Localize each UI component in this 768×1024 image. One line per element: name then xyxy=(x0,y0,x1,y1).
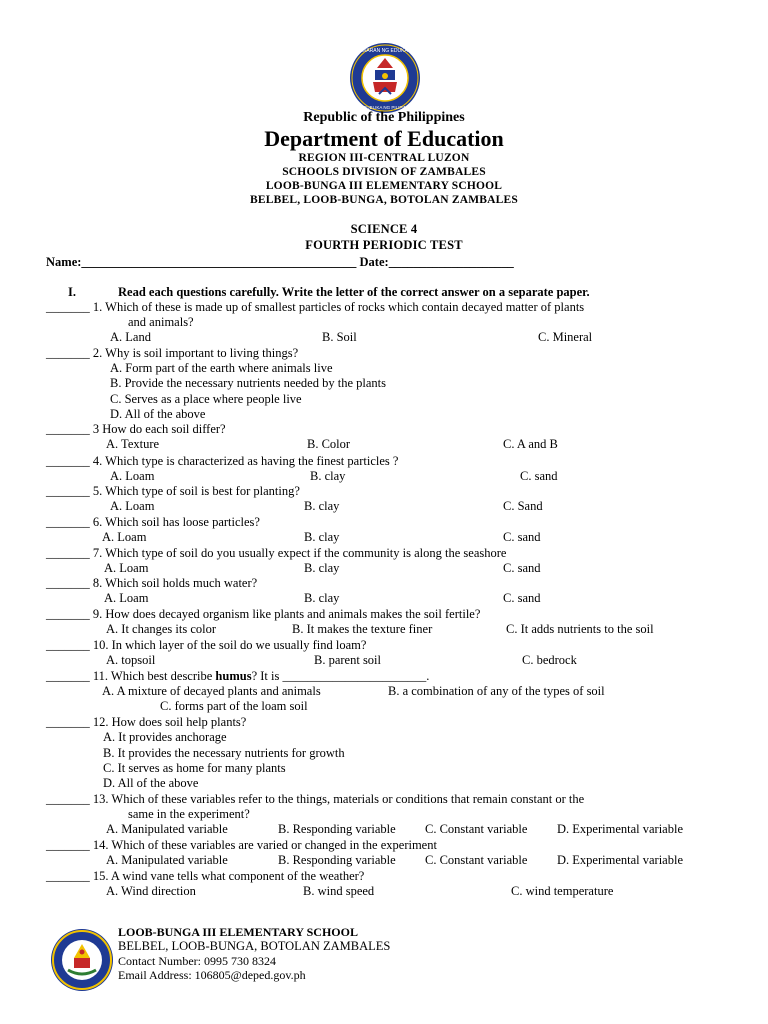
section-number: I. xyxy=(68,285,76,299)
deped-seal xyxy=(349,42,421,114)
question-11 xyxy=(46,669,429,684)
question-text: 9. How does decayed organism like plants and animals makes the soil fertile? xyxy=(92,607,481,621)
q14-option-d: D. Experimental variable xyxy=(557,853,683,867)
answer-blank: _______ xyxy=(46,715,90,729)
answer-blank: _______ xyxy=(46,484,90,498)
footer-email: Email Address: 106805@deped.gov.ph xyxy=(118,968,306,982)
answer-blank: _______ xyxy=(46,576,90,590)
answer-blank: _______ xyxy=(46,546,90,560)
q3-option-b: B. Color xyxy=(307,437,351,451)
answer-blank: _______ xyxy=(46,515,90,529)
question-9 xyxy=(46,607,480,622)
footer-school: LOOB-BUNGA III ELEMENTARY SCHOOL xyxy=(118,925,358,939)
q7-option-c: C. sand xyxy=(503,561,541,575)
q1-option-b: B. Soil xyxy=(322,330,357,344)
q5-option-b: B. clay xyxy=(304,499,340,513)
question-text: 4. Which type is characterized as having the finest particles ? xyxy=(92,454,399,468)
answer-blank: _______ xyxy=(46,346,90,360)
q13-option-a: A. Manipulated variable xyxy=(106,822,228,836)
q14-option-a: A. Manipulated variable xyxy=(106,853,228,867)
question-14 xyxy=(46,838,437,853)
q14-option-c: C. Constant variable xyxy=(425,853,528,867)
name-label: Name: xyxy=(46,255,82,269)
q2-option-d: D. All of the above xyxy=(110,407,206,421)
answer-blank: _______ xyxy=(46,607,90,621)
answer-blank: _______ xyxy=(46,838,90,852)
q6-option-b: B. clay xyxy=(304,530,340,544)
question-1-cont: and animals? xyxy=(128,315,194,329)
question-7 xyxy=(46,546,506,561)
q8-option-b: B. clay xyxy=(304,591,340,605)
republic-text: Republic of the Philippines xyxy=(303,110,465,125)
name-blank: ____________________________________________ xyxy=(81,255,357,269)
answer-blank: _______ xyxy=(46,638,90,652)
division-text: SCHOOLS DIVISION OF ZAMBALES xyxy=(282,166,486,178)
answer-blank: _______ xyxy=(46,669,90,683)
question-1 xyxy=(46,300,584,315)
q1-option-c: C. Mineral xyxy=(538,330,593,344)
footer-contact: Contact Number: 0995 730 8324 xyxy=(118,954,276,968)
q10-option-a: A. topsoil xyxy=(106,653,156,667)
q8-option-c: C. sand xyxy=(503,591,541,605)
q12-option-d: D. All of the above xyxy=(103,776,199,790)
q4-option-b: B. clay xyxy=(310,469,346,483)
q7-option-a: A. Loam xyxy=(104,561,149,575)
q6-option-a: A. Loam xyxy=(102,530,147,544)
question-text: 5. Which type of soil is best for planting? xyxy=(92,484,300,498)
answer-blank: _______ xyxy=(46,422,90,436)
q1-option-a: A. Land xyxy=(110,330,151,344)
question-10 xyxy=(46,638,366,653)
question-text: 13. Which of these variables refer to the things, materials or conditions that remain constant or the xyxy=(92,792,585,806)
q14-option-b: B. Responding variable xyxy=(278,853,396,867)
question-text: 3 How do each soil differ? xyxy=(92,422,226,436)
q4-option-a: A. Loam xyxy=(110,469,155,483)
q8-option-a: A. Loam xyxy=(104,591,149,605)
address-text: BELBEL, LOOB-BUNGA, BOTOLAN ZAMBALES xyxy=(249,194,519,206)
q11-option-c: C. forms part of the loam soil xyxy=(160,699,308,713)
q13-option-d: D. Experimental variable xyxy=(557,822,683,836)
question-5 xyxy=(46,484,300,499)
q15-option-c: C. wind temperature xyxy=(511,884,614,898)
question-13 xyxy=(46,792,584,807)
q11-option-a: A. A mixture of decayed plants and animals xyxy=(102,684,321,698)
question-text: 15. A wind vane tells what component of the weather? xyxy=(92,869,365,883)
q3-option-c: C. A and B xyxy=(503,437,558,451)
question-text: 6. Which soil has loose particles? xyxy=(92,515,260,529)
q7-option-b: B. clay xyxy=(304,561,340,575)
school-text: LOOB-BUNGA III ELEMENTARY SCHOOL xyxy=(265,180,503,192)
q9-option-b: B. It makes the texture finer xyxy=(292,622,433,636)
q15-option-b: B. wind speed xyxy=(303,884,375,898)
deped-seal-icon xyxy=(349,42,421,114)
q13-option-b: B. Responding variable xyxy=(278,822,396,836)
q15-option-a: A. Wind direction xyxy=(106,884,196,898)
test-title: FOURTH PERIODIC TEST xyxy=(305,238,463,252)
question-15 xyxy=(46,869,364,884)
question-text: 2. Why is soil important to living things? xyxy=(92,346,299,360)
q13-option-c: C. Constant variable xyxy=(425,822,528,836)
svg-text:REPUBLIKA NG PILIPINAS: REPUBLIKA NG PILIPINAS xyxy=(357,105,413,110)
question-13-cont: same in the experiment? xyxy=(128,807,250,821)
q2-option-c: C. Serves as a place where people live xyxy=(110,392,302,406)
q9-option-c: C. It adds nutrients to the soil xyxy=(506,622,654,636)
question-text: 1. Which of these is made up of smallest particles of rocks which contain decayed matter of plants xyxy=(92,300,585,314)
question-text: 8. Which soil holds much water? xyxy=(92,576,258,590)
q12-option-b: B. It provides the necessary nutrients for growth xyxy=(103,746,345,760)
footer-address: BELBEL, LOOB-BUNGA, BOTOLAN ZAMBALES xyxy=(118,939,391,953)
answer-blank: _______ xyxy=(46,792,90,806)
question-8 xyxy=(46,576,257,591)
question-text: 12. How does soil help plants? xyxy=(92,715,247,729)
q6-option-c: C. sand xyxy=(503,530,541,544)
answer-blank: _______ xyxy=(46,300,90,314)
svg-text:KAGAWARAN NG EDUKASYON: KAGAWARAN NG EDUKASYON xyxy=(349,48,421,54)
q9-option-a: A. It changes its color xyxy=(106,622,217,636)
q11-option-b: B. a combination of any of the types of soil xyxy=(388,684,605,698)
q2-option-a: A. Form part of the earth where animals live xyxy=(110,361,333,375)
question-text-post: ? It is _______________________. xyxy=(251,669,430,683)
answer-blank: _______ xyxy=(46,869,90,883)
q12-option-c: C. It serves as home for many plants xyxy=(103,761,286,775)
subject-text: SCIENCE 4 xyxy=(350,222,418,236)
q10-option-c: C. bedrock xyxy=(522,653,577,667)
q4-option-c: C. sand xyxy=(520,469,558,483)
school-seal xyxy=(50,928,114,992)
question-3 xyxy=(46,422,226,437)
question-4 xyxy=(46,454,398,469)
question-text: 14. Which of these variables are varied or changed in the experiment xyxy=(92,838,437,852)
question-2 xyxy=(46,346,298,361)
q5-option-c: C. Sand xyxy=(503,499,543,513)
region-text: REGION III-CENTRAL LUZON xyxy=(298,152,470,164)
question-6 xyxy=(46,515,260,530)
section-instructions: Read each questions carefully. Write the letter of the correct answer on a separate paper. xyxy=(118,285,590,299)
date-label: Date: xyxy=(359,255,389,269)
name-date-line xyxy=(46,255,514,270)
q10-option-b: B. parent soil xyxy=(314,653,382,667)
question-text-pre: 11. Which best describe xyxy=(92,669,216,683)
school-seal-icon xyxy=(50,928,114,992)
q12-option-a: A. It provides anchorage xyxy=(103,730,227,744)
answer-blank: _______ xyxy=(46,454,90,468)
date-blank: ____________________ xyxy=(388,255,514,269)
q3-option-a: A. Texture xyxy=(106,437,160,451)
question-12 xyxy=(46,715,246,730)
question-text: 7. Which type of soil do you usually expect if the community is along the seashore xyxy=(92,546,507,560)
question-text-bold: humus xyxy=(215,669,252,683)
question-text: 10. In which layer of the soil do we usually find loam? xyxy=(92,638,367,652)
q2-option-b: B. Provide the necessary nutrients needed by the plants xyxy=(110,376,386,390)
q5-option-a: A. Loam xyxy=(110,499,155,513)
department-title: Department of Education xyxy=(264,126,504,151)
